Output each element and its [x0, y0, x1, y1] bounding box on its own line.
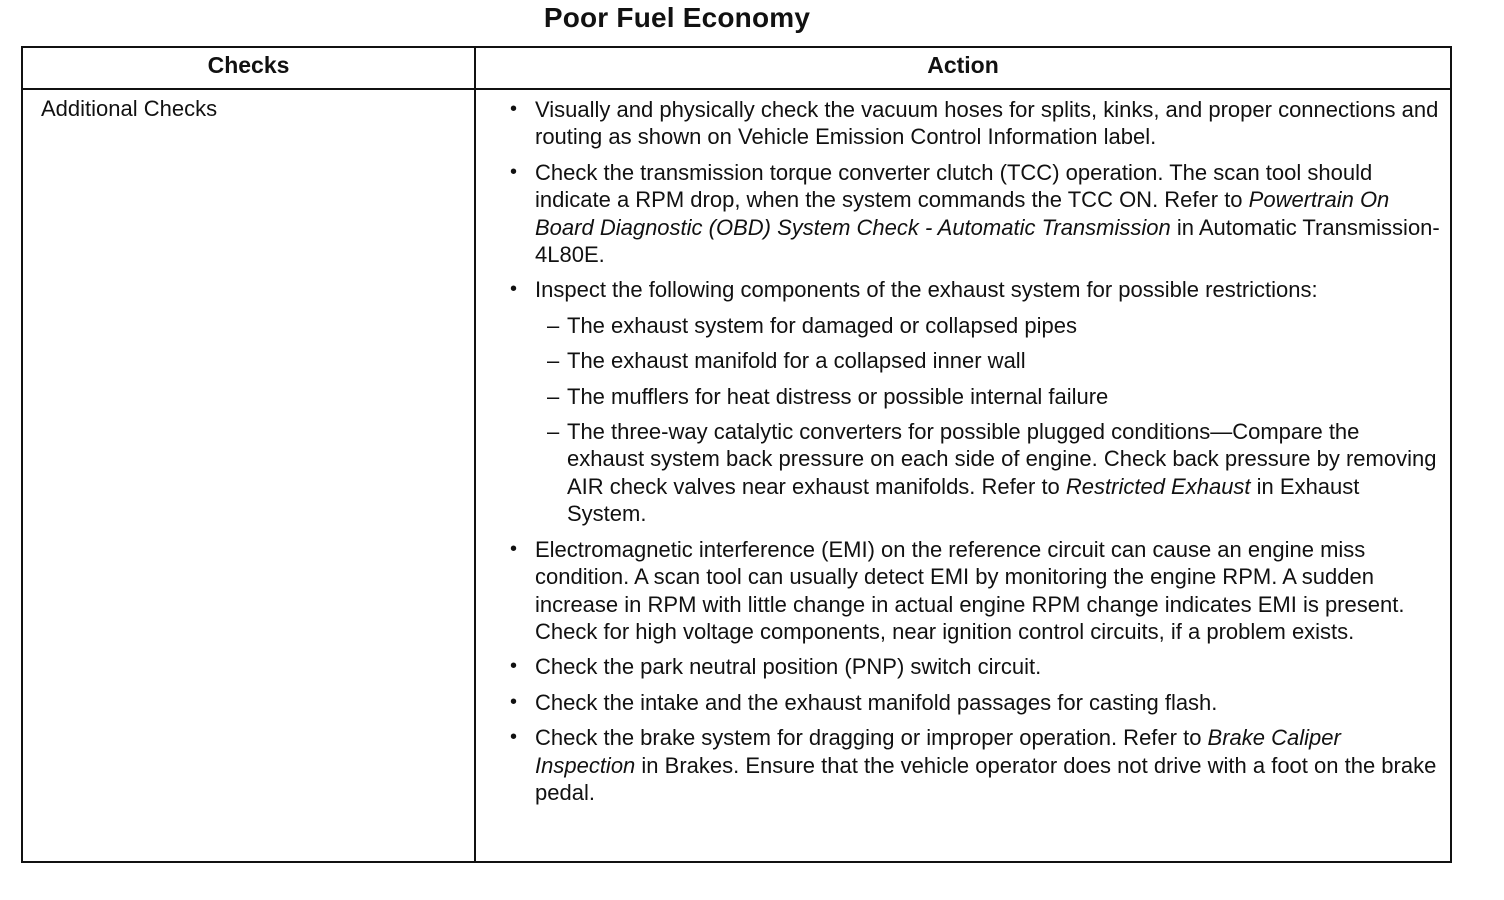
action-item-emi: [507, 536, 1442, 646]
page-title: Poor Fuel Economy: [543, 2, 811, 33]
action-item-text: Check the transmission torque converter clutch (TCC) operation. The scan tool should indicate a RPM drop, when the system commands the TCC ON. Refer to: [535, 159, 1373, 213]
reference-title: Brake Caliper Inspection: [535, 725, 1341, 778]
reference-title: Powertrain On Board Diagnostic (OBD) System Check - Automatic Transmission: [535, 187, 1390, 240]
exhaust-sub-list: [535, 312, 1442, 528]
sub-item-text: The exhaust manifold for a collapsed inner wall: [567, 348, 1026, 374]
column-divider: [474, 48, 476, 861]
action-item-text: in Brakes. Ensure that the vehicle operator does not drive with a foot on the brake pedal.: [535, 752, 1437, 805]
reference-title: Restricted Exhaust: [1065, 473, 1251, 499]
action-item-text: in Automatic Transmission-4L80E.: [535, 214, 1440, 268]
sub-item-text: The mufflers for heat distress or possible internal failure: [567, 383, 1109, 409]
action-item-text: Check the brake system for dragging or improper operation. Refer to: [535, 725, 1208, 751]
checks-header: Checks: [207, 52, 290, 78]
action-item-casting-flash: [507, 689, 1442, 716]
action-item-text: Check the park neutral position (PNP) switch circuit.: [535, 654, 1042, 680]
sub-item-text: The exhaust system for damaged or collapsed pipes: [567, 312, 1077, 338]
action-header: Action: [927, 52, 999, 78]
action-item-exhaust: [507, 276, 1442, 527]
checks-cell: Additional Checks: [41, 96, 218, 121]
action-item-tcc: [507, 159, 1442, 269]
action-list: [507, 96, 1442, 806]
sub-item-text: The three-way catalytic converters for possible plugged conditions—Compare the exhaust system back pressure on each side of engine. Check back pressure by removing AIR check valves near exhaust manifolds. Refer to: [567, 419, 1437, 499]
action-item-text: Visually and physically check the vacuum hoses for splits, kinks, and proper connections and routing as shown on Vehicle Emission Control Information label.: [535, 97, 1439, 150]
header-divider: [23, 88, 1450, 90]
sub-item-mufflers: [535, 383, 1442, 410]
action-item-pnp-switch: [507, 653, 1442, 680]
action-item-text: Inspect the following components of the exhaust system for possible restrictions:: [535, 277, 1318, 303]
sub-item-text: in Exhaust System.: [567, 473, 1360, 527]
sub-item-pipes: [535, 312, 1442, 339]
action-cell: [507, 96, 1442, 814]
action-item-text: Electromagnetic interference (EMI) on the reference circuit can cause an engine miss condition. A scan tool can usually detect EMI by monitoring the engine RPM. A sudden increase in RPM with little change in actual engine RPM change indicates EMI is present. Check for high voltage components, near ignition control circuits, if a problem exists.: [535, 536, 1405, 644]
checks-action-table: [21, 46, 1452, 863]
action-item-vacuum-hoses: [507, 96, 1442, 151]
sub-item-converters: [535, 418, 1442, 528]
action-item-brakes: [507, 724, 1442, 806]
action-item-text: Check the intake and the exhaust manifold passages for casting flash.: [535, 689, 1218, 715]
sub-item-manifold: [535, 347, 1442, 374]
